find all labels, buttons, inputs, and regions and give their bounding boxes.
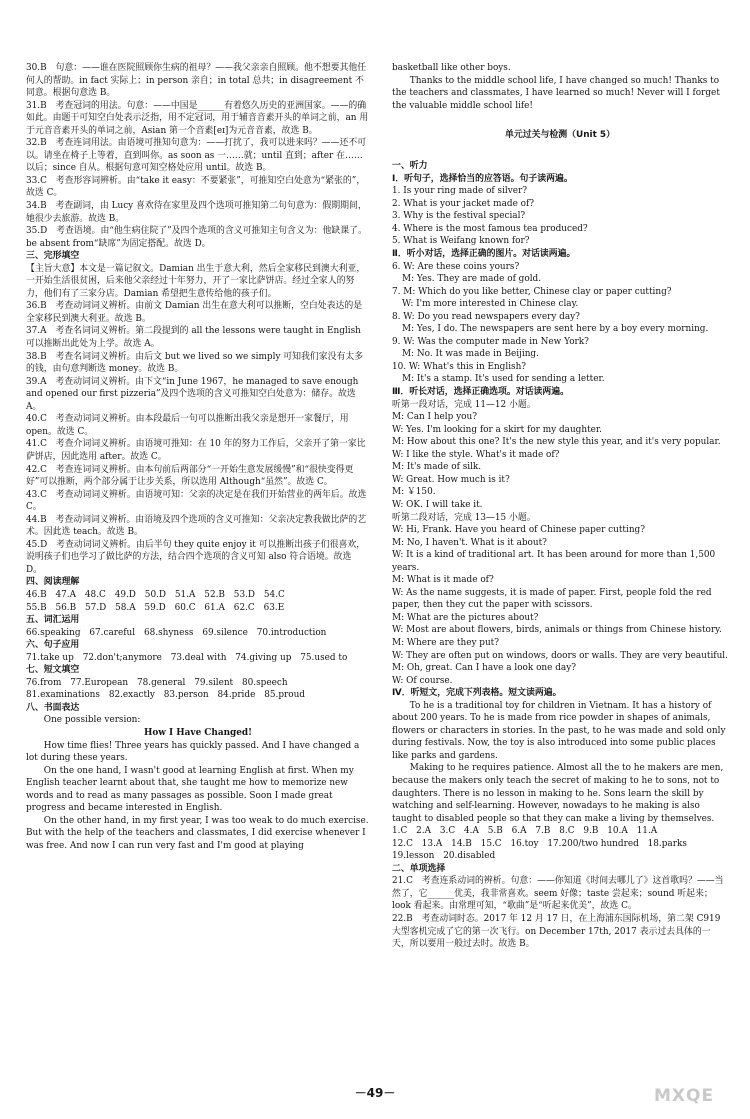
listening-sentence-1: 1. Is your ring made of silver? <box>392 186 528 197</box>
section-heading-passage-fill: 七、短文填空 <box>26 665 80 676</box>
listening-part-2-heading: Ⅱ．听小对话，选择正确的图片。对话读两遍。 <box>392 249 576 260</box>
dialogue-1-line-6: W: Great. How much is it? <box>392 474 510 485</box>
dialogue-2-line-9: W: They are often put on windows, doors or walls. They are very beautiful. <box>392 650 728 661</box>
dialogue-9-w: 9. W: Was the computer made in New York? <box>392 336 589 347</box>
answer-45: 45.D 考查动词词义辨析。由后半句 they quite enjoy it 可以推断出孩子们很喜欢，说明孩子们也学习了做比萨的方法，结合四个选项的含义可知 also 符合语境。故选 D。 <box>26 539 366 575</box>
listening-sentence-5: 5. What is Weifang known for? <box>392 236 530 247</box>
dialogue-10-m: M: It's a stamp. It's used for sending a letter. <box>402 374 605 385</box>
listening-part-4-heading: Ⅳ．听短文，完成下列表格。短文读两遍。 <box>392 688 562 699</box>
section-heading-cloze: 三、完形填空 <box>26 251 80 262</box>
dialogue-1-line-5: M: It's made of silk. <box>392 462 482 473</box>
essay-paragraph-4: Thanks to the middle school life, I have changed so much! Thanks to the teachers and classmates, I have learned so much! Never will I forget the valuable middle school life! <box>392 75 720 111</box>
answer-22: 22.B 考查动词时态。2017 年 12 月 17 日，在上海浦东国际机场，第二架 C919 大型客机完成了它的第一次飞行。on December 17th, 2017 表示过去具体的一天，所以要用一般过去时。故选 B。 <box>392 914 721 950</box>
answer-43: 43.C 考查动词词义辨析。由语境可知：父亲的决定是在我们开始营业的两年后。故选 C。 <box>26 489 367 513</box>
answer-36: 36.B 考查动词词义辨析。由前文 Damian 出生在意大利可以推断，空白处表达的是全家移民到澳大利亚。故选 B。 <box>26 301 363 324</box>
dialogue-1-line-3: M: How about this one? It's the new style this year, and it's very popular. <box>392 437 721 448</box>
dialogue-8-w: 8. W: Do you read newspapers every day? <box>392 311 580 322</box>
cloze-main-idea: 【主旨大意】本文是一篇记叙文。Damian 出生于意大利，然后全家移民到澳大利亚，一开始生活很贫困，后来他父亲经过十年努力，开了一家比萨饼店。经过全家人的努力，他们有了三家分店。Damian 希望把生意传给他的孩子们。 <box>26 263 366 299</box>
unit-title: 单元过关与检测（Unit 5） <box>505 130 615 141</box>
answer-44: 44.B 考查动词词义辨析。由语境及四个选项的含义可推知：父亲决定教我做比萨的艺术。因此选 teach。故选 B。 <box>26 514 367 538</box>
dialogue-9-m: M: No. It was made in Beijing. <box>402 349 539 360</box>
passage-fill-row-2: 81.examinations 82.exactly 83.person 84.pride 85.proud <box>26 690 305 701</box>
listening-part-3-heading: Ⅲ．听长对话，选择正确选项。对话读两遍。 <box>392 387 570 398</box>
answer-35: 35.D 考查语境。由“他生病住院了”及四个选项的含义可推知主句含义为：他缺课了。be absent from“缺席”为固定搭配。故选 D。 <box>26 226 367 249</box>
page-number: －49－ <box>354 1086 396 1100</box>
essay-paragraph-1: How time flies! Three years has quickly passed. And I have changed a lot during these years. <box>26 740 360 764</box>
listening-answers-row-3: 19.lesson 20.disabled <box>392 851 496 862</box>
answer-38: 38.B 考查名词词义辨析。由后文 but we lived so we simply 可知我们家没有太多的钱，由句意判断选 money。故选 B。 <box>26 351 364 375</box>
dialogue-2-line-1: W: Hi, Frank. Have you heard of Chinese paper cutting? <box>392 525 645 536</box>
answer-30: 30.B 句意：——谁在医院照顾你生病的祖母？——我父亲亲自照顾。他不想要其他任何人的帮助。in fact 实际上；in person 亲自；in total 总共；in disagreement 不同意。根据句意选 B。 <box>26 63 367 99</box>
dialogue-7-w: W: I'm more interested in Chinese clay. <box>402 299 579 310</box>
dialogue-2-line-4: M: What is it made of? <box>392 575 494 586</box>
essay-paragraph-3: On the other hand, in my first year, I was too weak to do much exercise. But with the help of the teachers and classmates, I did exercise whenever I was free. And now I can run very fast and I'm good at playing <box>26 815 369 851</box>
dialogue-1-line-4: W: I like the style. What's it made of? <box>392 449 560 460</box>
section-heading-listening: 一、听力 <box>392 161 428 172</box>
dialogue-2-line-10: M: Oh, great. Can I have a look one day? <box>392 663 576 674</box>
answer-42: 42.C 考查连词词义辨析。由本句前后两部分“一开始生意发展缓慢”和“很快变得更好”可以推断，两个部分属于让步关系，所以选用 Although“虽然”。故选 C。 <box>26 464 354 488</box>
listening-sentence-3: 3. Why is the festival special? <box>392 211 526 222</box>
section-heading-sentences: 六、句子应用 <box>26 640 80 651</box>
dialogue-2-line-11: W: Of course. <box>392 675 453 686</box>
essay-title: How I Have Changed! <box>144 727 252 738</box>
essay-version-label: One possible version: <box>43 715 141 726</box>
dialogue-8-m: M: Yes, I do. The newspapers are sent here by a boy every morning. <box>402 324 709 335</box>
reading-answers-row-1: 46.B 47.A 48.C 49.D 50.D 51.A 52.B 53.D 54.C <box>26 589 285 600</box>
dialogue-2-line-7: W: Most are about flowers, birds, animals or things from Chinese history. <box>392 625 722 636</box>
section-heading-reading: 四、阅读理解 <box>26 577 80 588</box>
dialogue-6-w: 6. W: Are these coins yours? <box>392 261 520 272</box>
watermark-logo: MXQE <box>654 1086 715 1106</box>
dialogue-2-line-5: W: As the name suggests, it is made of paper. First, people fold the red paper, then they cut the paper with scissors. <box>392 587 712 611</box>
dialogue-1-line-1: M: Can I help you? <box>392 412 477 423</box>
answer-37: 37.A 考查名词词义辨析。第二段提到的 all the lessons were taught in English 可以推断出此处为上学。故选 A。 <box>26 326 361 350</box>
dialogue-2-line-2: M: No, I haven't. What is it about? <box>392 537 547 548</box>
answer-32: 32.B 考查连词用法。由语境可推知句意为：——打扰了，我可以进来吗？——还不可以。请坐在椅子上等着，直到叫你。as soon as 一……就；until 直到；after 在……以后；since 自从。根据句意可知空格处应用 until。故选 B。 <box>26 138 367 174</box>
dialogue-10-w: 10. W: What's this in English? <box>392 361 527 372</box>
passage-fill-row-1: 76.from 77.European 78.general 79.silent 80.speech <box>26 677 288 688</box>
left-column <box>26 62 370 852</box>
reading-answers-row-2: 55.B 56.B 57.D 58.A 59.D 60.C 61.A 62.C 63.E <box>26 602 285 613</box>
listening-sentence-2: 2. What is your jacket made of? <box>392 198 535 209</box>
essay-continuation: basketball like other boys. <box>392 63 511 73</box>
section-heading-vocabulary: 五、词汇运用 <box>26 615 80 626</box>
vocabulary-answers: 66.speaking 67.careful 68.shyness 69.silence 70.introduction <box>26 627 327 638</box>
listening-part-1-heading: Ⅰ．听句子，选择恰当的应答语。句子读两遍。 <box>392 173 573 184</box>
essay-paragraph-2: On the one hand, I wasn't good at learning English at first. When my English teacher learnt about that, she taught me how to memorize new words and to read as many passages as possible. Soon I made great progress and became interested in English. <box>26 765 354 814</box>
dialogue-1-line-8: W: OK. I will take it. <box>392 499 483 510</box>
sentence-answers: 71.take up 72.don't;anymore 73.deal with 74.giving up 75.used to <box>26 652 348 663</box>
listening-answers-row-1: 1.C 2.A 3.C 4.A 5.B 6.A 7.B 8.C 9.B 10.A 11.A <box>392 826 658 837</box>
listening-sentence-4: 4. Where is the most famous tea produced? <box>392 223 588 234</box>
listening-passage-paragraph-2: Making to he requires patience. Almost all the to he makers are men, because the makers only teach the secret of making to he to sons, not to daughters. There is no lesson in making to he. Sons learn the skill by watching and self-learning. However, nowadays to he making is also taught to disabled people so that they can make a living by themselves. <box>392 763 724 824</box>
dialogue-2-line-6: M: What are the pictures about? <box>392 612 539 623</box>
listening-passage-paragraph-1: To he is a traditional toy for children in Vietnam. It has a history of about 200 years. To he is made from rice powder in shapes of animals, flowers or characters in stories. In the past, to he was made and sold only during festivals. Now, the toy is also introduced into some public places like parks and gardens. <box>392 700 726 761</box>
section-heading-writing: 八、书面表达 <box>26 702 80 713</box>
answer-21: 21.C 考查连系动词的辨析。句意：——你知道《时间去哪儿了》这首歌吗？——当然了，它______优美，我非常喜欢。seem 好像；taste 尝起来；sound 听起来；look 看起来。由常理可知，“歌曲”是“听起来优美”，故选 C。 <box>392 876 724 912</box>
dialogue-1-line-7: M: ￥150. <box>392 487 436 498</box>
section-heading-single-choice: 二、单项选择 <box>392 863 446 874</box>
answer-34: 34.B 考查副词，由 Lucy 喜欢待在家里及四个选项可推知第二句句意为：假期期间，她很少去旅游。故选 B。 <box>26 201 367 224</box>
answer-33: 33.C 考查形容词辨析。由“take it easy：不要紧张”，可推知空白处意为“紧张的”，故选 C。 <box>26 175 366 199</box>
dialogue-1-instruction: 听第一段对话，完成 11—12 小题。 <box>392 399 536 410</box>
listening-answers-row-2: 12.C 13.A 14.B 15.C 16.toy 17.200/two hundred 18.parks <box>392 838 687 849</box>
answer-40: 40.C 考查动词词义辨析。由本段最后一句可以推断出我父亲是想开一家餐厅，用 open。故选 C。 <box>26 414 349 437</box>
answer-41: 41.C 考查介词词义辨析。由语境可推知：在 10 年的努力工作后，父亲开了第一家比萨饼店，因此选用 after。故选 C。 <box>26 439 366 462</box>
dialogue-6-m: M: Yes. They are made of gold. <box>402 274 542 285</box>
dialogue-2-instruction: 听第二段对话，完成 13—15 小题。 <box>392 512 536 523</box>
dialogue-2-line-3: W: It is a kind of traditional art. It has been around for more than 1,500 years. <box>392 550 716 573</box>
dialogue-7-m: 7. M: Which do you like better, Chinese clay or paper cutting? <box>392 286 672 297</box>
answer-39: 39.A 考查动词词义辨析。由下文“in June 1967，he managed to save enough and opened our first pizzeria”及四个选项的含义可推知空白处意为：储存。故选 A。 <box>26 376 359 412</box>
answer-31: 31.B 考查冠词的用法。句意：——中国是______有着悠久历史的亚洲国家。——的确如此。由题干可知空白处表示泛指，用不定冠词，用于辅音音素开头的单词之前，an 用于元音音素开头的单词之前，Asian 第一个音素[eɪ]为元音音素，故选 B。 <box>26 100 369 136</box>
dialogue-2-line-8: M: Where are they put? <box>392 637 500 648</box>
right-column <box>392 62 728 951</box>
dialogue-1-line-2: W: Yes. I'm looking for a skirt for my daughter. <box>392 424 602 435</box>
